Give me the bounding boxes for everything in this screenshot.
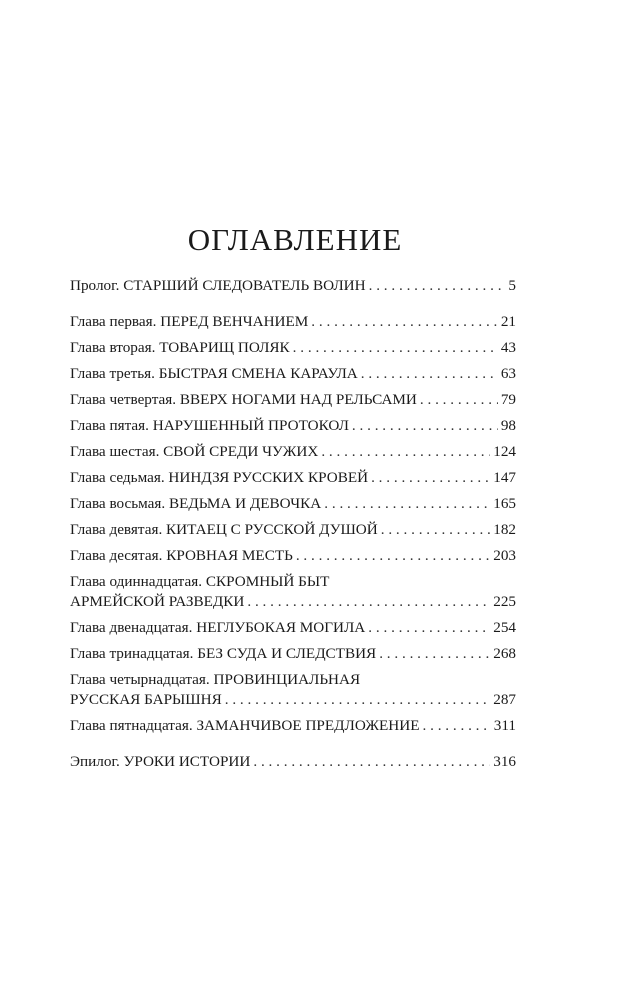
dot-leader [311, 312, 498, 332]
entry-title: КРОВНАЯ МЕСТЬ [166, 547, 293, 564]
dot-leader [423, 716, 491, 736]
entry-page-number: 311 [493, 717, 516, 734]
entry-prefix: Глава шестая. [70, 443, 160, 460]
toc-entry-chapter-10 [70, 546, 516, 566]
dot-leader [296, 546, 490, 566]
entry-title-line-2: АРМЕЙСКОЙ РАЗВЕДКИ [70, 593, 245, 610]
entry-prefix: Глава третья. [70, 365, 155, 382]
dot-leader [361, 364, 498, 384]
toc-entry-chapter-8 [70, 494, 516, 514]
entry-prefix: Глава седьмая. [70, 469, 165, 486]
entry-page-number: 5 [508, 277, 516, 294]
entry-prefix: Глава пятнадцатая. [70, 717, 193, 734]
toc-entry-chapter-12 [70, 618, 516, 638]
entry-title: СВОЙ СРЕДИ ЧУЖИХ [163, 443, 319, 460]
entry-prefix: Глава вторая. [70, 339, 156, 356]
toc-entry-prologue [70, 276, 516, 296]
toc-entry-chapter-6 [70, 442, 516, 462]
toc-entry-chapter-14 [70, 670, 516, 710]
dot-leader [253, 752, 490, 772]
dot-leader [368, 618, 490, 638]
entry-title: БЫСТРАЯ СМЕНА КАРАУЛА [158, 365, 358, 382]
entry-prefix: Глава восьмая. [70, 495, 166, 512]
entry-page-number: 165 [493, 495, 516, 512]
entry-title: НЕГЛУБОКАЯ МОГИЛА [196, 619, 366, 636]
entry-title: БЕЗ СУДА И СЛЕДСТВИЯ [197, 645, 377, 662]
entry-prefix: Глава четырнадцатая. [70, 671, 210, 688]
entry-title: КИТАЕЦ С РУССКОЙ ДУШОЙ [166, 521, 378, 538]
toc-entry-chapter-11 [70, 572, 516, 612]
toc-entry-chapter-4 [70, 390, 516, 410]
dot-leader [321, 442, 490, 462]
entry-title-line-2: РУССКАЯ БАРЫШНЯ [70, 691, 222, 708]
entry-page-number: 21 [500, 313, 516, 330]
entry-title: НАРУШЕННЫЙ ПРОТОКОЛ [152, 417, 349, 434]
toc-entry-chapter-9 [70, 520, 516, 540]
toc-entry-chapter-3 [70, 364, 516, 384]
entry-title: УРОКИ ИСТОРИИ [123, 753, 251, 770]
entry-page-number: 287 [493, 691, 516, 708]
entry-page-number: 268 [493, 645, 516, 662]
entry-prefix: Глава тринадцатая. [70, 645, 194, 662]
entry-title: ВЕДЬМА И ДЕВОЧКА [169, 495, 322, 512]
toc-entry-chapter-13 [70, 644, 516, 664]
entry-page-number: 63 [500, 365, 516, 382]
entry-title-line-1: СКРОМНЫЙ БЫТ [205, 573, 330, 590]
entry-title: ВВЕРХ НОГАМИ НАД РЕЛЬСАМИ [179, 391, 417, 408]
dot-leader [225, 690, 491, 710]
toc-entry-chapter-7 [70, 468, 516, 488]
dot-leader [352, 416, 498, 436]
entry-prefix: Глава десятая. [70, 547, 163, 564]
dot-leader [371, 468, 490, 488]
toc-entry-chapter-1 [70, 312, 516, 332]
dot-leader [324, 494, 490, 514]
entry-page-number: 79 [500, 391, 516, 408]
entry-prefix: Глава девятая. [70, 521, 163, 538]
entry-page-number: 254 [493, 619, 516, 636]
entry-page-number: 124 [493, 443, 516, 460]
entry-prefix: Эпилог. [70, 753, 120, 770]
entry-page-number: 98 [500, 417, 516, 434]
entry-prefix: Пролог. [70, 277, 120, 294]
toc-entry-chapter-15 [70, 716, 516, 736]
entry-page-number: 182 [493, 521, 516, 538]
table-of-contents [70, 276, 516, 778]
entry-page-number: 43 [500, 339, 516, 356]
entry-title: СТАРШИЙ СЛЕДОВАТЕЛЬ ВОЛИН [123, 277, 366, 294]
entry-prefix: Глава двенадцатая. [70, 619, 193, 636]
entry-page-number: 203 [493, 547, 516, 564]
dot-leader [247, 592, 490, 612]
dot-leader [293, 338, 498, 358]
entry-prefix: Глава первая. [70, 313, 157, 330]
entry-prefix: Глава одиннадцатая. [70, 573, 203, 590]
entry-prefix: Глава четвертая. [70, 391, 177, 408]
toc-entry-chapter-5 [70, 416, 516, 436]
entry-title: ПЕРЕД ВЕНЧАНИЕМ [160, 313, 309, 330]
dot-leader [369, 276, 506, 296]
entry-prefix: Глава пятая. [70, 417, 149, 434]
toc-entry-chapter-2 [70, 338, 516, 358]
entry-title: ЗАМАНЧИВОЕ ПРЕДЛОЖЕНИЕ [196, 717, 420, 734]
dot-leader [379, 644, 490, 664]
entry-page-number: 316 [493, 753, 516, 770]
page-title: ОГЛАВЛЕНИЕ [187, 222, 403, 257]
dot-leader [420, 390, 498, 410]
dot-leader [381, 520, 490, 540]
entry-title: НИНДЗЯ РУССКИХ КРОВЕЙ [168, 469, 369, 486]
entry-page-number: 225 [493, 593, 516, 610]
entry-title-line-1: ПРОВИНЦИАЛЬНАЯ [213, 671, 361, 688]
entry-page-number: 147 [493, 469, 516, 486]
toc-entry-epilogue [70, 752, 516, 772]
entry-title: ТОВАРИЩ ПОЛЯК [159, 339, 290, 356]
